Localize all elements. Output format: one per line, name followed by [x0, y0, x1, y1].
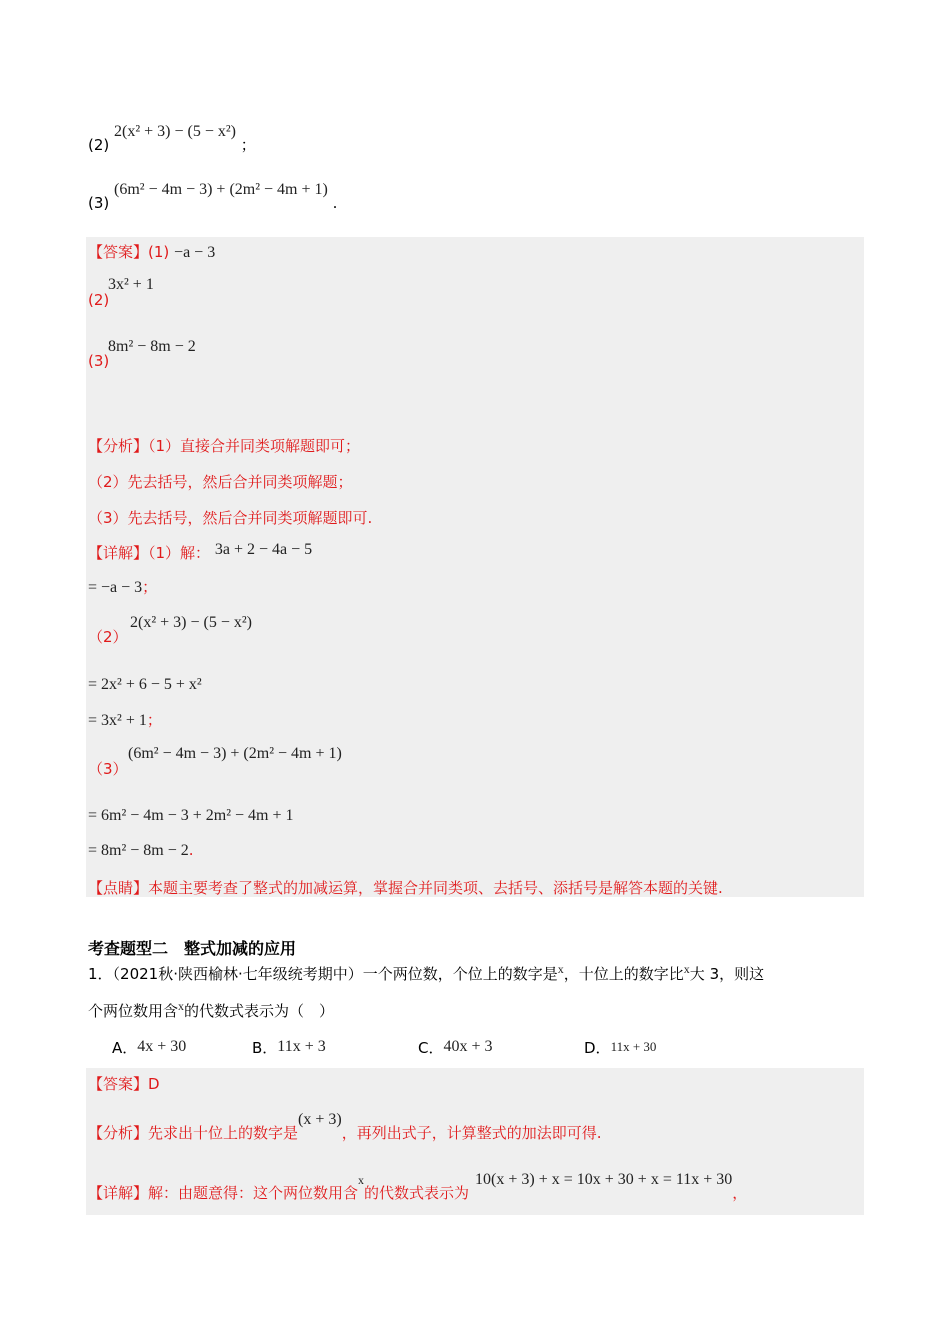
detail-step1-expr: 3a + 2 − 4a − 5 — [214, 541, 313, 558]
detail-3-line2-expr: = 8m² − 8m − 2 — [88, 842, 189, 859]
analysis-1-line3: （3）先去括号，然后合并同类项解题即可. — [88, 509, 373, 527]
answer-3-expr: 8m² − 8m − 2 — [108, 338, 196, 355]
analysis-2-tag: 【分析】 — [88, 1124, 149, 1142]
detail-1-step1 — [88, 542, 312, 563]
option-c-label: C． — [418, 1039, 444, 1057]
detail-2 — [88, 1168, 748, 1202]
option-d[interactable] — [584, 1037, 656, 1058]
option-c-value: 40x + 3 — [443, 1038, 493, 1055]
detail-3-label: （3） — [88, 760, 128, 778]
problem-3 — [88, 180, 338, 212]
analysis-2-expr: (x + 3) — [298, 1111, 342, 1128]
detail-2-end: ， — [732, 1184, 748, 1202]
detail-2-tag: 【详解】 — [88, 1184, 149, 1202]
analysis-1-line1 — [88, 435, 360, 456]
detail-2-line2-expr: = 3x² + 1 — [88, 712, 147, 729]
question-text-c: 大 3，则这 — [689, 965, 765, 983]
question-var-1: x — [557, 962, 564, 976]
answer-1-label: (1) — [148, 243, 170, 261]
detail-2-end: ； — [146, 711, 162, 729]
detail-3-line1: = 6m² − 4m − 3 + 2m² − 4m + 1 — [88, 807, 294, 824]
solution-block-1 — [86, 237, 864, 897]
detail-2-var: x — [358, 1173, 365, 1187]
detail-2-text-b: 的代数式表示为 — [364, 1184, 470, 1202]
analysis-2-text-b: ，再列出式子，计算整式的加法即可得. — [341, 1124, 602, 1142]
detail-3-line2 — [88, 841, 194, 860]
problem-2-expr: 2(x² + 3) − (5 − x²) — [114, 123, 237, 140]
comment-tag: 【点睛】 — [88, 879, 149, 897]
option-a-label: A． — [112, 1039, 138, 1057]
option-b-label: B． — [252, 1039, 278, 1057]
answer-2-label: (2) — [88, 291, 110, 309]
option-c[interactable] — [418, 1037, 493, 1058]
detail-1-step1-result — [88, 576, 157, 597]
detail-3-expr: (6m² − 4m − 3) + (2m² − 4m + 1) — [128, 745, 342, 762]
question-text-d: 个两位数用含 — [88, 1002, 179, 1020]
option-a-value: 4x + 30 — [137, 1038, 187, 1055]
analysis-tag: 【分析】 — [88, 437, 149, 455]
question-text-b: ，十位上的数字比 — [563, 965, 684, 983]
option-d-label: D． — [584, 1039, 611, 1057]
option-d-value: 11x + 30 — [610, 1039, 657, 1054]
detail-2-expr: 10(x + 3) + x = 10x + 30 + x = 11x + 30 — [475, 1171, 733, 1188]
analysis-2 — [88, 1108, 602, 1142]
question-line2 — [88, 1000, 334, 1021]
answer-1-expr: −a − 3 — [174, 244, 216, 261]
option-b-value: 11x + 3 — [277, 1038, 326, 1055]
detail-tag: 【详解】 — [88, 544, 149, 562]
problem-3-expr: (6m² − 4m − 3) + (2m² − 4m + 1) — [114, 181, 328, 198]
detail-2-label: （2） — [88, 628, 128, 646]
answer-3-label: (3) — [88, 352, 110, 370]
question-var-3: x — [178, 999, 185, 1013]
section-title: 考查题型二 整式加减的应用 — [88, 939, 297, 958]
option-b[interactable] — [252, 1037, 326, 1058]
analysis-text: （1）直接合并同类项解题即可； — [148, 437, 361, 455]
answer-tag: 【答案】 — [88, 243, 149, 261]
analysis-1-line2: （2）先去括号，然后合并同类项解题； — [88, 473, 353, 491]
problem-2-end: ； — [240, 136, 256, 154]
question-var-2: x — [683, 962, 690, 976]
detail-step1-prefix: （1）解： — [148, 544, 211, 562]
detail-step1-end: ； — [142, 578, 158, 596]
problem-3-end: . — [332, 194, 338, 212]
detail-2-line2 — [88, 709, 162, 730]
detail-3-end: . — [188, 841, 194, 859]
problem-3-label: (3) — [88, 194, 110, 212]
answer-2-value: D — [148, 1075, 160, 1093]
detail-2-line1: = 2x² + 6 − 5 + x² — [88, 676, 202, 693]
problem-2-label: (2) — [88, 136, 110, 154]
answer-2-block — [88, 1073, 160, 1094]
question-number: 1． — [88, 965, 113, 983]
detail-step1-result-expr: = −a − 3 — [88, 579, 143, 596]
question-text-a: 一个两位数，个位上的数字是 — [362, 965, 558, 983]
analysis-2-text-a: 先求出十位上的数字是 — [148, 1124, 299, 1142]
question-line1 — [88, 963, 764, 984]
comment-text: 本题主要考查了整式的加减运算，掌握合并同类项、去括号、添括号是解答本题的关键. — [148, 879, 723, 897]
question-source: （2021秋·陕西榆林·七年级统考期中） — [112, 965, 363, 983]
answer-2-tag: 【答案】 — [88, 1075, 149, 1093]
detail-2-expr: 2(x² + 3) − (5 − x²) — [130, 614, 252, 631]
comment-1 — [88, 877, 723, 898]
question-text-e: 的代数式表示为（ ） — [184, 1002, 335, 1020]
answer-1 — [88, 241, 215, 262]
answer-2-expr: 3x² + 1 — [108, 276, 154, 293]
detail-2-text-a: 解：由题意得：这个两位数用含 — [148, 1184, 359, 1202]
problem-2 — [88, 120, 256, 154]
option-a[interactable] — [112, 1037, 186, 1058]
